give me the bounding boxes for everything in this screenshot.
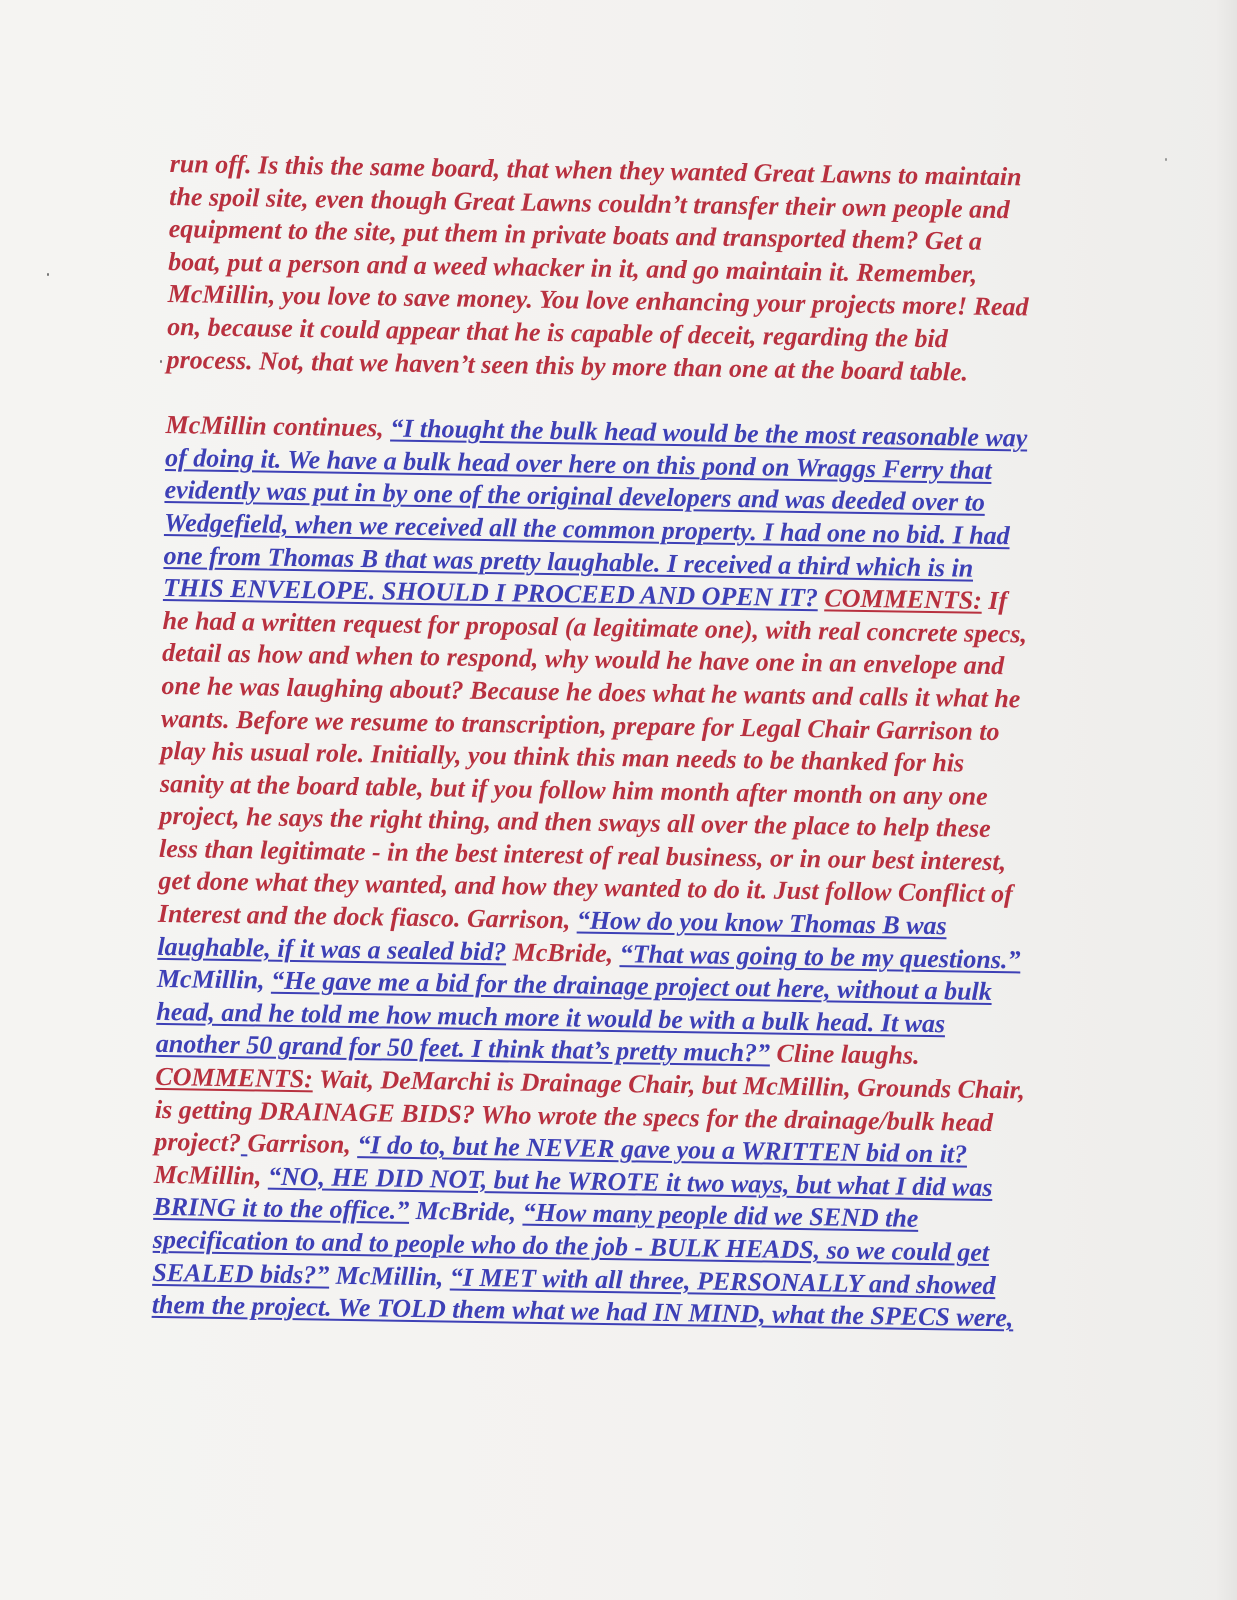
comments-label: COMMENTS: — [824, 583, 983, 615]
paragraph-commentary — [166, 148, 1039, 390]
commentary-text: run off. Is this the same board, that when they wanted Great Lawns to maintain the spoil site, even though Great Lawns couldn’t transfer their own people and equipment to the site, put them in private boats and transported them? Get a boat, put a person and a weed whacker in it, and go maintain it. Remember, McMillin, you love to save money. You love enhancing your projects more! Read on, because it could appear that he is capable of deceit, regarding the bid process. Not, that we haven’t seen this by more than one at the board table. — [166, 148, 1029, 387]
quote-mcbride: “That was going to be my questions.” — [619, 938, 1021, 975]
quote-mcmillin: “NO, HE DID NOT, but he WROTE it two ways, but what I did was BRING it to the office.” — [153, 1161, 993, 1226]
scan-speck — [1165, 158, 1167, 161]
speaker-intro: McMillin, — [329, 1260, 451, 1292]
speaker-intro: Garrison, — [247, 1128, 358, 1160]
quote-garrison: “I do to, but he NEVER gave you a WRITTEN bid on it? — [357, 1130, 968, 1169]
quote-mcmillin: “He gave me a bid for the drainage project out here, without a bulk head, and he told me how much more it would be with a bulk head. It was another 50 grand for 50 feet. I think that’s pretty much?” — [155, 965, 992, 1068]
paragraph-transcript — [152, 409, 1036, 1335]
speaker-intro: McMillin continues, — [165, 410, 391, 443]
speaker-intro: McBride, — [506, 937, 620, 968]
scan-speck — [160, 360, 162, 363]
narration-text: Cline laughs. — [769, 1038, 920, 1071]
document-body — [152, 148, 1040, 1335]
speaker-intro: McMillin, — [156, 964, 272, 995]
quote-mcmillin: “I thought the bulk head would be the most reasonable way of doing it. We have a bulk head over here on this pond on Wraggs Ferry that evidently was put in by one of the original developers and was deeded over to Wedgefield, when we received all the common property. I had one no bid. I had one from Thomas B that was pretty laughable. I received a third which is in THIS ENVELOPE. SHOULD I PROCEED AND OPEN IT? — [162, 413, 1028, 613]
speaker-intro: McBride, — [409, 1196, 523, 1228]
scan-edge-shadow — [1215, 0, 1237, 1600]
commentary-text: If he had a written request for proposal (a legitimate one), with real concrete specs, detail as how and when to respond, why would he have one in an envelope and one he was laughing about? Because he does what he wants and calls it what he wants. Before we resume to transcription, prepare for Legal Chair Garrison to play his usual role. Initially, you think this man needs to be thanked for his sanity at the board table, but if you follow him month after month on any one project, he says the right thing, and then sways all over the place to help these less than legitimate - in the best interest of real business, or in our best interest, get done what they wanted, and how they wanted to do it. Just follow Conflict of Interest and the dock fiasco. Garrison, — [157, 585, 1028, 935]
quote-mcmillin: “I MET with all three, PERSONALLY and showed them the project. We TOLD them what we had IN MIND, what the SPECS were, — [151, 1262, 1014, 1333]
comments-label: COMMENTS: — [155, 1061, 314, 1094]
quote-garrison: “How do you know Thomas B was laughable, if it was a sealed bid? — [157, 905, 947, 967]
commentary-text: Wait, DeMarchi is Drainage Chair, but McMillin, Grounds Chair, is getting DRAINAGE BIDS? Who wrote the specs for the drainage/bulk head project? — [154, 1064, 1026, 1158]
scan-speck — [47, 273, 49, 276]
speaker-intro: McMillin, — [153, 1159, 269, 1191]
quote-mcbride: “How many people did we SEND the specification to and to people who do the job - BULK HEADS, so we could get SEALED bids?” — [152, 1198, 990, 1290]
